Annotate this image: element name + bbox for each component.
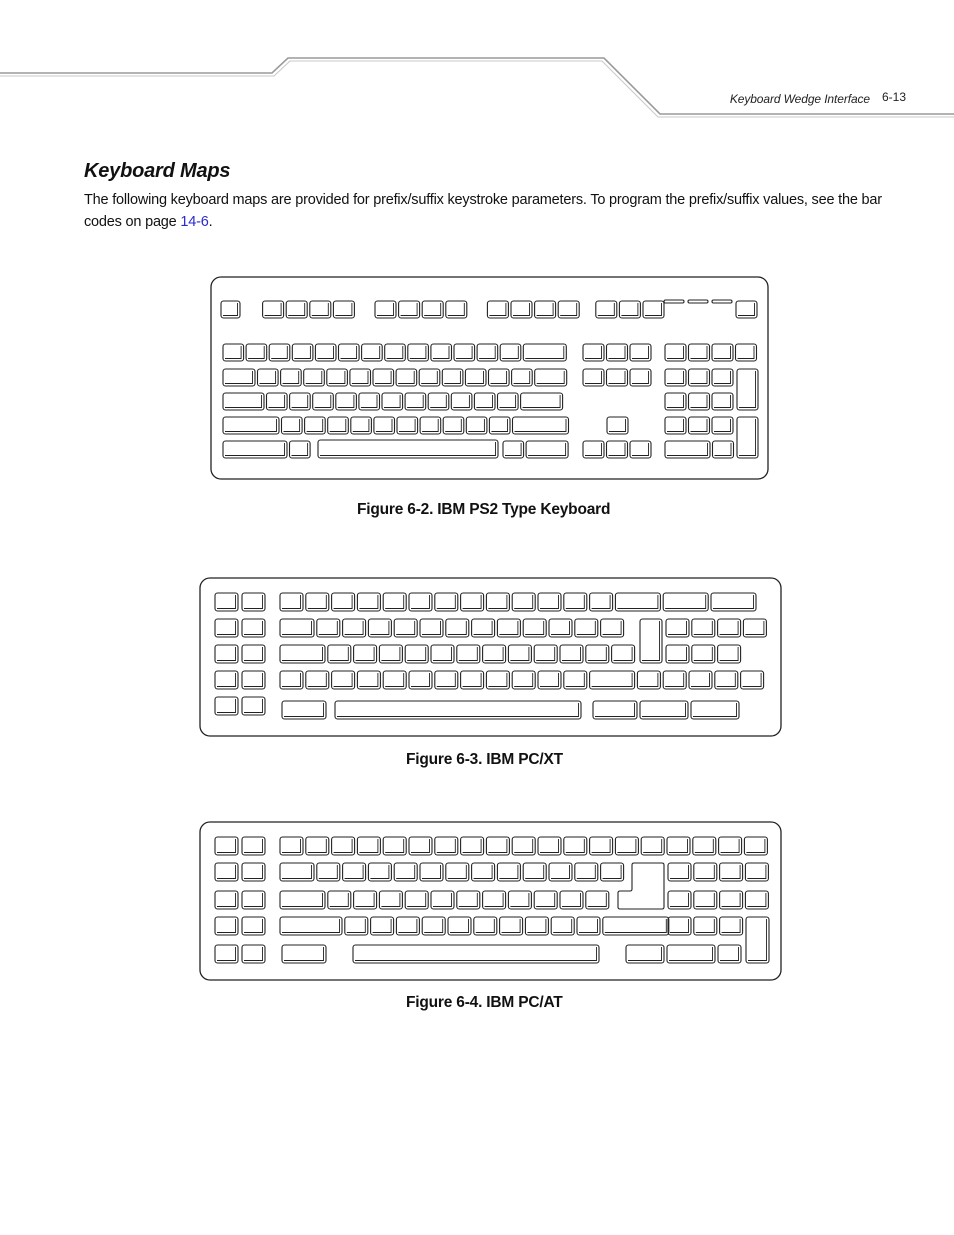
key-shadow [284,703,324,717]
key-shadow [562,647,581,661]
key-shadow [566,673,585,687]
key-shadow [411,595,430,609]
key-shadow [244,673,263,687]
key-shadow [317,346,333,359]
key-shadow [667,419,684,432]
key-shadow [670,865,689,879]
key-shadow [566,839,585,853]
key-shadow [445,419,461,432]
key-shadow [510,647,529,661]
key-shadow [347,919,366,933]
key-shadow [595,703,635,717]
key-shadow [488,595,507,609]
key-shadow [579,919,598,933]
key-shadow [422,419,438,432]
key-shadow [334,595,353,609]
key-shadow [217,947,236,961]
key-shadow [695,839,714,853]
key-shadow [485,647,504,661]
key-shadow [491,371,507,384]
key-shadow [722,919,741,933]
key-shadow [739,419,756,456]
key-shadow [223,303,238,316]
key-shadow [355,947,597,961]
key-shadow [667,346,684,359]
key-shadow [359,595,378,609]
key-shadow [399,419,415,432]
key-shadow [244,647,263,661]
key-shadow [282,647,323,661]
key-shadow [614,647,633,661]
key-shadow [385,595,404,609]
key-shadow [691,395,708,408]
key-shadow [717,673,736,687]
key-shadow [525,621,544,635]
key-shadow [225,346,241,359]
key-shadow [645,303,662,316]
key-shadow [739,371,756,408]
key-shadow [585,371,602,384]
key-shadow [401,303,418,316]
key-shadow [334,839,353,853]
key-shadow [696,919,715,933]
key-shadow [244,595,263,609]
key-shadow [562,893,581,907]
key-shadow [308,595,327,609]
key-shadow [456,346,472,359]
key-shadow [551,621,570,635]
key-shadow [225,443,285,456]
key-shadow [745,621,764,635]
key-shadow [621,303,638,316]
key-shadow [225,419,277,432]
key-shadow [540,673,559,687]
key-shadow [488,673,507,687]
key-shadow [489,303,506,316]
key-shadow [244,621,263,635]
key-shadow [668,647,687,661]
key-shadow [437,595,456,609]
key-shadow [244,865,263,879]
key-shadow [306,371,322,384]
key-shadow [356,893,375,907]
key-shadow [381,647,400,661]
key-shadow [696,865,715,879]
key-shadow [320,442,496,456]
key-shadow [359,839,378,853]
key-shadow [433,346,449,359]
key-shadow [430,395,446,408]
key-shadow [577,621,596,635]
key-shadow [312,303,329,316]
key-shadow [244,839,263,853]
key-shadow [553,919,572,933]
key-shadow [747,893,766,907]
key-shadow [514,673,533,687]
key-shadow [577,865,596,879]
keyboard-case [211,277,768,479]
key-shadow [411,673,430,687]
key-shadow [463,839,482,853]
figure-caption-ps2: Figure 6-2. IBM PS2 Type Keyboard [357,501,611,518]
key-shadow [217,595,236,609]
key-shadow [720,621,739,635]
key-shadow [282,673,301,687]
key-shadow [514,839,533,853]
figure-caption-xt: Figure 6-3. IBM PC/XT [406,751,563,768]
key-shadow [691,346,708,359]
key-shadow [407,893,426,907]
indicator-slot [712,300,732,303]
key-shadow [448,621,467,635]
key-shadow [292,443,308,456]
key-shadow [665,673,684,687]
key-shadow [315,395,331,408]
key-shadow [639,673,658,687]
key-shadow [217,647,236,661]
key-shadow [377,303,394,316]
key-shadow [738,303,755,316]
key-shadow [407,647,426,661]
key-shadow [513,303,530,316]
key-shadow [714,346,731,359]
key-shadow [514,595,533,609]
key-shadow [746,839,765,853]
key-shadow [669,947,713,961]
key-shadow [605,919,667,933]
key-shadow [643,839,662,853]
key-shadow [588,647,607,661]
key-shadow [485,893,504,907]
key-shadow [448,303,465,316]
key-shadow [352,371,368,384]
key-shadow [244,893,263,907]
key-shadow [308,673,327,687]
key-shadow [411,839,430,853]
key-shadow [691,419,708,432]
key-shadow [260,371,276,384]
enter-key-outline [618,863,664,909]
key-shadow [502,346,518,359]
key-shadow [667,443,708,456]
key-shadow [667,371,684,384]
key-shadow [283,371,299,384]
key-shadow [410,346,426,359]
key-shadow [421,371,437,384]
key-shadow [502,919,520,933]
key-shadow [609,346,626,359]
key-shadow [536,893,555,907]
key-shadow [588,893,607,907]
key-shadow [537,303,554,316]
at-keyboard-diagram [199,821,783,983]
key-shadow [217,621,236,635]
key-shadow [424,303,441,316]
key-shadow [373,919,392,933]
key-outline [640,619,662,663]
keyboard-case [200,578,781,736]
key-shadow [385,839,404,853]
key-shadow [592,839,611,853]
key-shadow [585,443,602,456]
key-shadow [225,371,253,384]
key-shadow [694,647,713,661]
key-shadow [505,443,521,456]
key-shadow [450,919,469,933]
key-shadow [499,621,518,635]
key-shadow [691,673,710,687]
key-shadow [381,893,400,907]
key-shadow [463,673,482,687]
key-shadow [523,395,561,408]
key-shadow [359,673,378,687]
key-shadow [396,621,415,635]
key-shadow [330,419,346,432]
key-shadow [500,395,516,408]
indicator-slot [688,300,708,303]
running-title: Keyboard Wedge Interface [729,92,870,106]
key-shadow [407,395,423,408]
key-shadow [510,893,529,907]
key-shadow [217,673,236,687]
key-shadow [284,419,300,432]
key-shadow [632,443,649,456]
key-shadow [284,947,324,961]
key-shadow [474,865,493,879]
intro-text: The following keyboard maps are provided for prefix/suffix keystroke parameters. To program the prefix/suffix values, see the bar codes on page [84,192,882,230]
key-shadow [463,595,482,609]
key-shadow [479,346,495,359]
indicator-slot [664,300,684,303]
key-shadow [747,865,766,879]
key-shadow [713,595,754,609]
key-shadow [696,893,715,907]
key-shadow [585,346,602,359]
key-shadow [364,346,380,359]
key-shadow [282,839,301,853]
key-shadow [714,395,731,408]
key-shadow [375,371,391,384]
key-shadow [609,371,626,384]
key-shadow [308,839,327,853]
key-shadow [248,346,264,359]
key-shadow [536,647,555,661]
xt-keyboard-diagram [199,577,783,739]
key-shadow [396,865,415,879]
key-shadow [459,893,478,907]
key-shadow [714,419,731,432]
figure-caption-at: Figure 6-4. IBM PC/AT [406,994,563,1011]
key-shadow [642,703,686,717]
key-shadow [244,947,263,961]
key-shadow [353,419,369,432]
key-shadow [722,865,741,879]
key-shadow [603,865,622,879]
key-shadow [694,621,713,635]
key-shadow [282,595,301,609]
key-shadow [384,395,400,408]
key-shadow [488,839,507,853]
key-shadow [609,443,626,456]
key-shadow [632,346,649,359]
key-shadow [338,395,354,408]
key-shadow [720,647,739,661]
key-shadow [537,371,565,384]
key-shadow [540,839,559,853]
key-shadow [632,371,649,384]
page-link[interactable]: 14-6 [180,213,209,230]
key-shadow [603,621,622,635]
key-shadow [282,621,312,635]
key-shadow [345,621,364,635]
key-shadow [422,865,441,879]
key-shadow [474,621,493,635]
key-shadow [670,893,689,907]
key-shadow [448,865,467,879]
key-shadow [217,699,236,713]
key-shadow [217,893,236,907]
key-shadow [335,303,352,316]
key-shadow [476,395,492,408]
key-shadow [385,673,404,687]
key-outline [737,417,758,458]
key-shadow [715,443,732,456]
key-shadow [282,893,323,907]
key-shadow [617,839,636,853]
key-shadow [337,703,579,717]
key-shadow [528,443,566,456]
key-shadow [722,893,741,907]
key-shadow [592,673,633,687]
key-shadow [525,346,564,359]
key-shadow [307,419,323,432]
key-shadow [370,621,389,635]
key-shadow [356,647,375,661]
key-outline [737,369,758,410]
key-shadow [721,839,740,853]
key-shadow [341,346,357,359]
key-shadow [592,595,611,609]
key-shadow [271,346,287,359]
key-shadow [269,395,285,408]
key-shadow [609,419,626,432]
key-shadow [387,346,403,359]
key-shadow [642,621,660,661]
key-shadow [334,673,353,687]
key-shadow [265,303,282,316]
key-shadow [748,919,767,961]
key-shadow [370,865,389,879]
key-shadow [376,419,392,432]
key-shadow [670,919,689,933]
key-shadow [720,947,739,961]
key-shadow [476,919,495,933]
key-shadow [398,371,414,384]
key-shadow [217,839,236,853]
key-shadow [282,919,340,933]
key-shadow [617,595,658,609]
key-outline [746,917,769,963]
key-shadow [468,419,484,432]
key-shadow [244,699,263,713]
key-shadow [693,703,737,717]
key-shadow [329,371,345,384]
intro-paragraph [84,190,894,233]
key-shadow [467,371,483,384]
key-shadow [560,303,577,316]
key-shadow [433,647,452,661]
key-shadow [217,865,236,879]
key-shadow [244,919,263,933]
key-shadow [319,621,338,635]
key-shadow [453,395,469,408]
key-shadow [668,621,687,635]
key-shadow [691,371,708,384]
key-shadow [217,919,236,933]
key-shadow [282,865,312,879]
key-shadow [491,419,507,432]
key-shadow [540,595,559,609]
intro-text-end: . [208,213,213,230]
key-shadow [424,919,443,933]
key-shadow [743,673,762,687]
section-title: Keyboard Maps [84,160,231,182]
key-shadow [292,395,308,408]
key-shadow [665,595,706,609]
key-shadow [330,647,349,661]
key-shadow [330,893,349,907]
key-shadow [598,303,615,316]
key-shadow [551,865,570,879]
key-shadow [225,395,262,408]
key-shadow [433,893,452,907]
key-shadow [398,919,417,933]
key-shadow [499,865,518,879]
key-shadow [422,621,441,635]
key-shadow [361,395,377,408]
key-shadow [738,346,755,359]
key-shadow [566,595,585,609]
key-shadow [669,839,688,853]
key-shadow [525,865,544,879]
key-shadow [628,947,662,961]
key-shadow [319,865,338,879]
key-shadow [514,371,530,384]
key-shadow [345,865,364,879]
key-shadow [527,919,546,933]
key-shadow [437,673,456,687]
key-shadow [437,839,456,853]
key-shadow [515,419,567,432]
key-shadow [294,346,310,359]
key-shadow [288,303,305,316]
key-shadow [667,395,684,408]
ps2-keyboard-diagram [210,276,770,482]
page-number: 6-13 [881,90,906,104]
key-shadow [444,371,460,384]
key-shadow [459,647,478,661]
key-shadow [714,371,731,384]
